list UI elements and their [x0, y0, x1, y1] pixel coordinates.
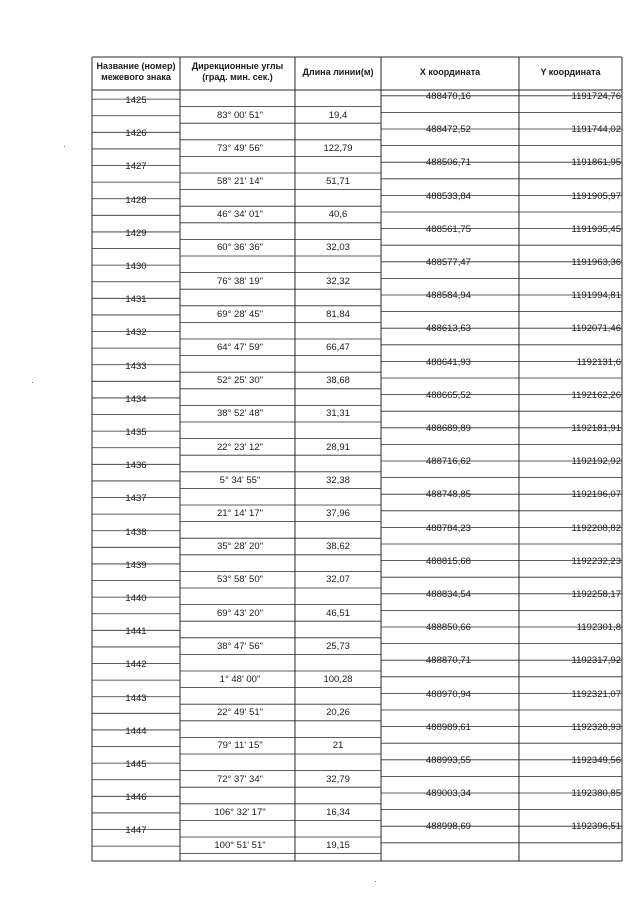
y-coordinate: 1191744,02 — [571, 124, 621, 136]
y-coordinate: 1192181,91 — [571, 423, 621, 434]
scan-speck — [64, 146, 65, 147]
x-coordinate: 488716,62 — [426, 456, 471, 468]
x-coordinate: 489003,34 — [426, 788, 471, 800]
x-coordinate: 488850,66 — [426, 622, 471, 634]
point-name: 1442 — [125, 659, 147, 671]
directional-angle: 72° 37' 34" — [217, 773, 263, 785]
y-coordinate: 1192317,92 — [571, 655, 621, 667]
x-coordinate: 488533,84 — [426, 190, 471, 202]
y-coordinate: 1192196,07 — [571, 489, 621, 501]
point-name: 1433 — [125, 360, 147, 372]
line-length: 32,03 — [326, 242, 350, 254]
header-x: X координата — [419, 67, 481, 77]
line-length: 16,34 — [326, 806, 350, 818]
header-length: Длина линии(м) — [302, 67, 374, 77]
y-coordinate: 1192208,82 — [571, 522, 621, 534]
point-name: 1429 — [125, 227, 147, 239]
y-coordinate: 1192162,26 — [571, 389, 621, 401]
x-coordinate: 488989,61 — [426, 721, 471, 733]
x-coordinate: 488970,94 — [426, 688, 471, 700]
y-coordinate: 1192232,23 — [571, 555, 621, 567]
point-name: 1446 — [125, 792, 147, 804]
point-name: 1427 — [125, 161, 147, 173]
y-coordinate: 1192071,46 — [571, 323, 621, 335]
directional-angle: 22° 23' 12" — [217, 441, 263, 453]
x-coordinate: 488993,55 — [426, 755, 471, 766]
directional-angle: 69° 43' 20" — [217, 607, 263, 619]
line-length: 38,68 — [326, 375, 350, 387]
x-coordinate: 488577,47 — [426, 257, 471, 268]
point-name: 1440 — [125, 593, 147, 604]
y-coordinate: 1191905,97 — [571, 190, 621, 202]
point-name: 1430 — [125, 261, 147, 272]
point-name: 1439 — [125, 559, 147, 571]
x-coordinate: 488506,71 — [426, 157, 471, 169]
point-name: 1437 — [125, 493, 147, 505]
x-coordinate: 488998,69 — [426, 821, 471, 833]
directional-angle: 1° 48' 00" — [219, 674, 261, 685]
line-length: 31,31 — [326, 408, 350, 420]
x-coordinate: 488470,16 — [426, 91, 471, 102]
line-length: 40,6 — [328, 209, 348, 221]
point-name: 1426 — [125, 128, 147, 140]
line-length: 19,4 — [328, 109, 348, 121]
header-angle: Дирекционные углы (град. мин. сек.) — [191, 61, 284, 82]
line-length: 19,15 — [326, 840, 350, 851]
line-length: 21 — [332, 740, 344, 752]
y-coordinate: 1192301,8 — [576, 622, 621, 634]
directional-angle: 73° 49' 56" — [217, 142, 263, 154]
line-length: 32,32 — [326, 275, 350, 287]
line-length: 46,51 — [326, 607, 350, 619]
point-name: 1436 — [125, 460, 147, 472]
x-coordinate: 488748,85 — [426, 489, 471, 501]
directional-angle: 22° 49' 51" — [217, 707, 263, 719]
point-name: 1425 — [125, 95, 147, 106]
scan-speck — [375, 881, 376, 882]
directional-angle: 64° 47' 59" — [217, 342, 263, 353]
directional-angle: 60° 36' 36" — [217, 242, 263, 254]
directional-angle: 5° 34' 55" — [219, 474, 261, 486]
x-coordinate: 488613,63 — [426, 323, 471, 335]
point-name: 1432 — [125, 327, 147, 339]
directional-angle: 106° 32' 17" — [214, 806, 266, 818]
line-length: 25,73 — [326, 640, 350, 652]
x-coordinate: 488815,68 — [426, 555, 471, 567]
y-coordinate: 1192380,85 — [571, 788, 621, 800]
x-coordinate: 488641,93 — [426, 356, 471, 368]
line-length: 37,96 — [326, 508, 350, 519]
directional-angle: 83° 00' 51" — [217, 109, 263, 121]
point-name: 1441 — [125, 626, 147, 638]
line-length: 32,38 — [326, 474, 350, 486]
y-coordinate: 1192396,51 — [571, 821, 621, 833]
point-name: 1428 — [125, 194, 147, 206]
directional-angle: 52° 25' 30" — [217, 375, 263, 387]
x-coordinate: 488689,89 — [426, 423, 471, 434]
point-name: 1438 — [125, 526, 147, 538]
point-name: 1444 — [125, 725, 147, 737]
y-coordinate: 1192131,6 — [576, 356, 621, 368]
x-coordinate: 488584,94 — [426, 290, 471, 302]
x-coordinate: 488472,52 — [426, 124, 471, 136]
directional-angle: 76° 38' 19" — [217, 275, 263, 287]
directional-angle: 38° 52' 48" — [217, 408, 263, 420]
directional-angle: 35° 28' 20" — [217, 541, 263, 553]
directional-angle: 21° 14' 17" — [217, 508, 263, 519]
y-coordinate: 1192258,17 — [571, 589, 621, 600]
scan-speck — [32, 382, 33, 383]
y-coordinate: 1191861,95 — [571, 157, 621, 169]
line-length: 51,71 — [326, 176, 350, 187]
header-y: Y координата — [540, 67, 601, 77]
directional-angle: 58° 21' 14" — [217, 176, 263, 187]
x-coordinate: 488561,75 — [426, 223, 471, 235]
point-name: 1435 — [125, 427, 147, 438]
y-coordinate: 1192328,93 — [571, 721, 621, 733]
directional-angle: 69° 28' 45" — [217, 308, 263, 320]
point-name: 1431 — [125, 294, 147, 306]
line-length: 100,28 — [323, 674, 353, 685]
x-coordinate: 488784,23 — [426, 522, 471, 534]
y-coordinate: 1191994,81 — [571, 290, 621, 302]
line-length: 122,79 — [323, 142, 353, 154]
x-coordinate: 488870,71 — [426, 655, 471, 667]
line-length: 20,26 — [326, 707, 350, 719]
y-coordinate: 1192349,56 — [571, 755, 621, 766]
line-length: 38,62 — [326, 541, 350, 553]
directional-angle: 46° 34' 01" — [217, 209, 263, 221]
header-name: Название (номер) межевого знака — [96, 61, 176, 82]
point-name: 1447 — [125, 825, 147, 837]
directional-angle: 53° 58' 50" — [217, 574, 263, 586]
x-coordinate: 488834,54 — [426, 589, 471, 600]
point-name: 1443 — [125, 692, 147, 704]
x-coordinate: 488665,52 — [426, 389, 471, 401]
point-name: 1434 — [125, 393, 147, 405]
line-length: 32,79 — [326, 773, 350, 785]
directional-angle: 100° 51' 51" — [214, 840, 266, 851]
y-coordinate: 1192321,07 — [571, 688, 621, 700]
y-coordinate: 1191963,36 — [571, 257, 621, 268]
point-name: 1445 — [125, 759, 147, 770]
line-length: 28,91 — [326, 441, 350, 453]
y-coordinate: 1191724,76 — [571, 91, 621, 102]
line-length: 66,47 — [326, 342, 350, 353]
directional-angle: 79° 11' 15" — [217, 740, 263, 752]
y-coordinate: 1192192,92 — [571, 456, 621, 468]
directional-angle: 38° 47' 56" — [217, 640, 263, 652]
line-length: 81,84 — [326, 308, 350, 320]
y-coordinate: 1191935,45 — [571, 223, 621, 235]
line-length: 32,07 — [326, 574, 350, 586]
